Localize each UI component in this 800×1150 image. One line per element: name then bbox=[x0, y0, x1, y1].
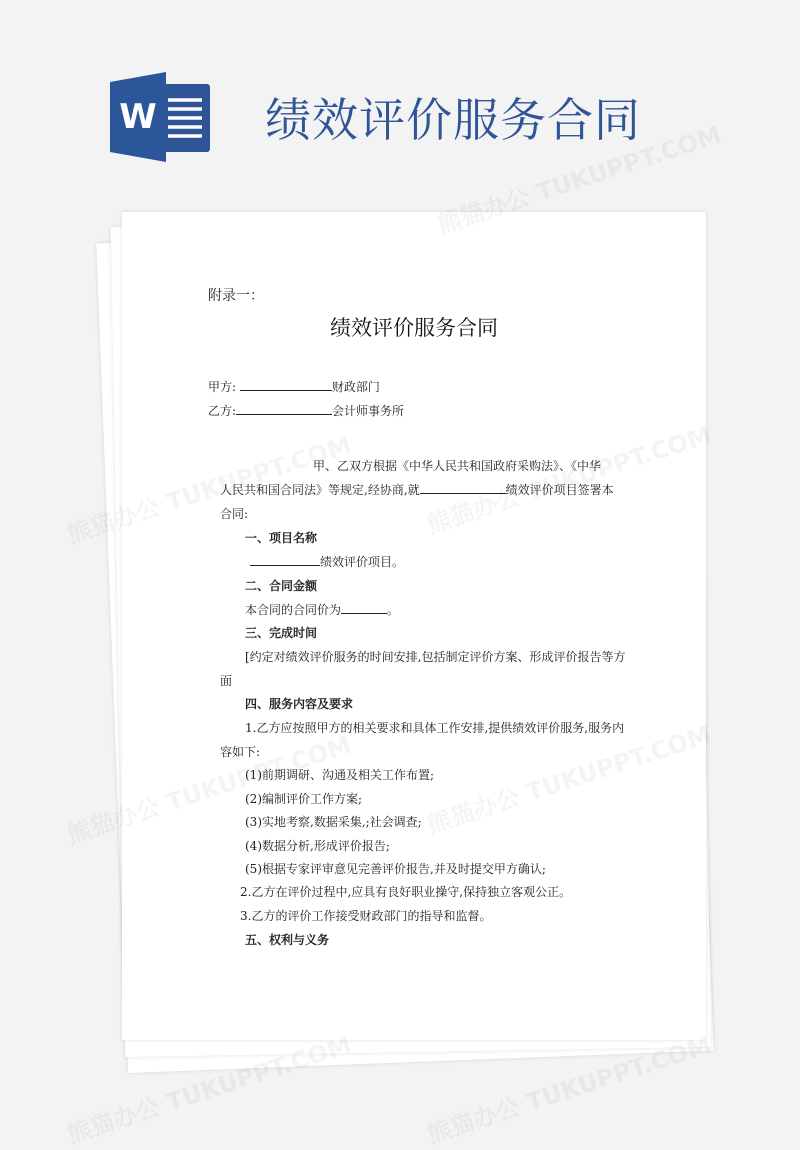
intro-line: 甲、乙双方根据《中华人民共和国政府采购法》、《中华 bbox=[313, 459, 602, 473]
section-text: [约定对绩效评价服务的时间安排,包括制定评价方案、形成评价报告等方 bbox=[245, 650, 626, 664]
list-item: (5)根据专家评审意见完善评价报告,并及时提交甲方确认; bbox=[245, 862, 546, 876]
document-page bbox=[122, 212, 706, 1040]
section-text: 本合同的合同价为 。 bbox=[245, 603, 400, 617]
list-item: (1)前期调研、沟通及相关工作布置; bbox=[245, 768, 435, 782]
section-text: 绩效评价项目。 bbox=[250, 554, 404, 570]
list-item: (3)实地考察,数据采集,;社会调查; bbox=[245, 815, 422, 829]
section-text: 面 bbox=[220, 674, 233, 688]
intro-line: 人民共和国合同法》等规定,经协商,就 绩效评价项目签署本 bbox=[220, 483, 614, 497]
section-heading: 二、合同金额 bbox=[245, 579, 318, 593]
section-text: 1.乙方应按照甲方的相关要求和具体工作安排,提供绩效评价服务,服务内 bbox=[245, 721, 625, 735]
header-title: 绩效评价服务合同 bbox=[265, 93, 641, 147]
appendix-label: 附录一： bbox=[208, 288, 264, 304]
section-heading: 三、完成时间 bbox=[245, 626, 318, 640]
list-item: (2)编制评价工作方案; bbox=[245, 792, 363, 806]
word-document-icon bbox=[110, 72, 214, 162]
party-b-line: 乙方: 会计师事务所 bbox=[208, 404, 405, 418]
section-heading: 四、服务内容及要求 bbox=[245, 697, 354, 711]
svg-text:W: W bbox=[119, 97, 157, 137]
document-title: 绩效评价服务合同 bbox=[330, 316, 498, 340]
intro-line: 合同: bbox=[220, 507, 249, 521]
section-text: 容如下: bbox=[220, 745, 261, 759]
section-heading: 五、权利与义务 bbox=[245, 933, 330, 947]
party-a-line: 甲方: 财政部门 bbox=[208, 380, 380, 394]
section-text: 2.乙方在评价过程中,应具有良好职业操守,保持独立客观公正。 bbox=[240, 885, 572, 899]
section-text: 3.乙方的评价工作接受财政部门的指导和监督。 bbox=[240, 909, 492, 923]
list-item: (4)数据分析,形成评价报告; bbox=[245, 839, 390, 853]
section-heading: 一、项目名称 bbox=[245, 531, 318, 545]
